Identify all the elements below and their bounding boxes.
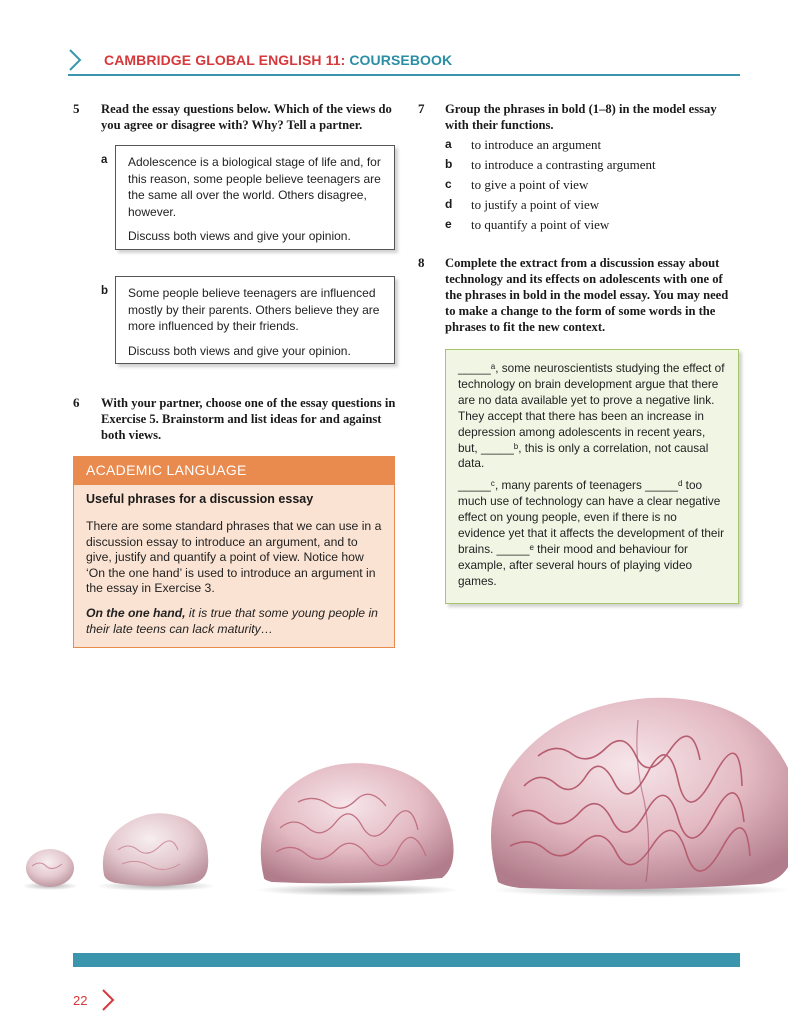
academic-language-heading: ACADEMIC LANGUAGE [74, 457, 394, 485]
essay-question-a [115, 145, 395, 250]
footer-bar [73, 953, 740, 967]
extract-paragraph-2: _____ᶜ, many parents of teenagers _____ᵈ too much use of technology can have a clear negative effect on young people, even if there is no evidence yet that it affects the development of their brains. _____ᵉ their mood and behaviour for example, after several hours of playing video games. [458, 478, 725, 588]
book-title [104, 52, 452, 68]
function-letter: b [445, 157, 453, 171]
brain-growth-illustration [18, 690, 788, 905]
exercise-6-number: 6 [73, 395, 80, 410]
exercise-8-text: Complete the extract from a discussion essay about technology and its effects on adolescents with one of the phrases in bold in the model essay. You may need to make a change to the form of some words in the phrases to fit the new context. [445, 256, 729, 334]
essay-question-a-instruction: Discuss both views and give your opinion. [128, 229, 351, 243]
function-letter: d [445, 197, 453, 211]
essay-question-b-text: Some people believe teenagers are influenced mostly by their parents. Others believe they are more influenced by their friends. [128, 286, 380, 333]
exercise-5b-letter: b [101, 285, 109, 297]
brain-large [491, 698, 788, 890]
exercise-7-number: 7 [418, 101, 425, 116]
exercise-6-text: With your partner, choose one of the essay questions in Exercise 5. Brainstorm and list ideas for and against both views. [101, 396, 396, 442]
function-letter: a [445, 137, 452, 151]
chevron-right-icon [101, 988, 115, 1012]
function-text: to introduce an argument [471, 137, 602, 152]
function-text: to quantify a point of view [471, 217, 610, 232]
essay-question-a-text: Adolescence is a biological stage of life and, for this reason, some people believe teenagers are the same all over the world. Others disagree, however. [128, 155, 381, 219]
chevron-right-icon [68, 48, 82, 72]
example-rest: it is true that some young people in their late teens can lack maturity… [86, 605, 378, 636]
academic-language-box [73, 456, 395, 648]
page-number: 22 [73, 993, 88, 1008]
function-text: to give a point of view [471, 177, 589, 192]
exercise-7-text: Group the phrases in bold (1–8) in the model essay with their functions. [445, 102, 717, 132]
list-item [445, 137, 745, 157]
list-item [445, 177, 745, 197]
book-title-sub: COURSEBOOK [349, 52, 453, 68]
essay-extract-box [445, 349, 739, 604]
list-item [445, 197, 745, 217]
exercise-5-number: 5 [73, 101, 80, 116]
function-text: to justify a point of view [471, 197, 600, 212]
list-item [445, 217, 745, 237]
exercise-8-number: 8 [418, 255, 425, 270]
page-header [68, 44, 740, 78]
function-list [445, 137, 745, 237]
brain-tiny [26, 849, 74, 887]
academic-language-example [86, 606, 382, 637]
extract-paragraph-1: _____ᵃ, some neuroscientists studying the effect of technology on brain development argue that there are no data available yet to prove a negative link. They accept that there has been an increase in depression among adolescents in recent years, but, _____ᵇ, this is only a correlation, not causal data. [458, 361, 725, 471]
function-letter: c [445, 177, 452, 191]
exercise-5a-letter: a [101, 154, 108, 166]
book-title-main: CAMBRIDGE GLOBAL ENGLISH 11: [104, 52, 346, 68]
function-letter: e [445, 217, 452, 231]
function-text: to introduce a contrasting argument [471, 157, 656, 172]
list-item [445, 157, 745, 177]
brain-medium [261, 763, 454, 883]
header-rule [68, 74, 740, 76]
exercise-5-text: Read the essay questions below. Which of the views do you agree or disagree with? Why? Tell a partner. [101, 102, 392, 132]
academic-language-subheading: Useful phrases for a discussion essay [86, 492, 314, 506]
academic-language-body: There are some standard phrases that we can use in a discussion essay to introduce an argument, and to give, justify and quantify a point of view. Notice how ‘On the one hand’ is used to introduce an argument in the essay in Exercise 3. [86, 519, 382, 596]
essay-question-b-instruction: Discuss both views and give your opinion. [128, 343, 351, 358]
example-bold-phrase: On the one hand, [86, 605, 186, 620]
brain-small [103, 813, 208, 886]
essay-question-b [115, 276, 395, 364]
